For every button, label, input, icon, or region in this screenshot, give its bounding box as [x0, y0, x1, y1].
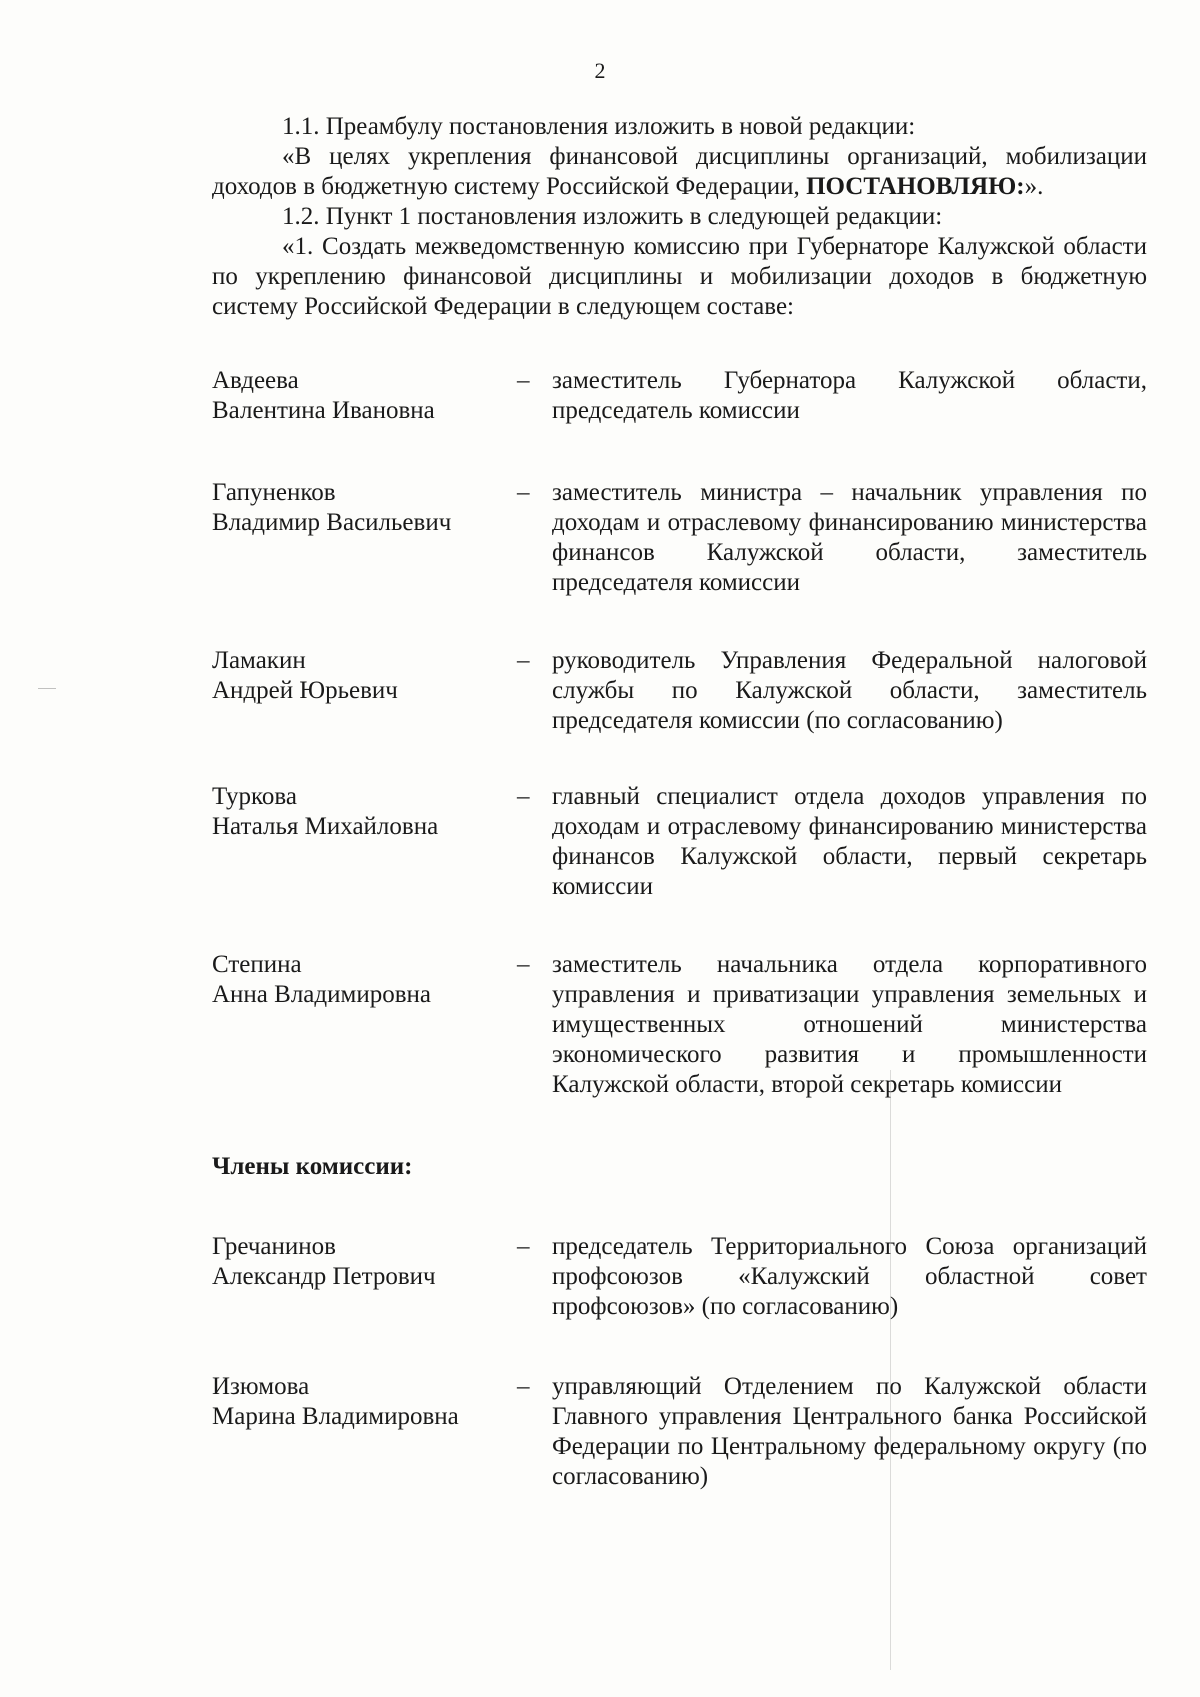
scan-artifact-dash — [38, 688, 56, 689]
dash-separator: – — [517, 783, 530, 810]
paragraph-1-1 — [212, 112, 1147, 142]
member-surname: Гапуненков — [212, 479, 336, 506]
member-surname: Туркова — [212, 783, 297, 810]
commission-member — [212, 646, 1147, 736]
member-surname: Степина — [212, 951, 302, 978]
member-name — [212, 950, 517, 1100]
commission-member — [212, 478, 1147, 598]
dash-separator: – — [517, 1233, 530, 1260]
page-number: 2 — [594, 58, 606, 83]
dash-separator: – — [517, 1373, 530, 1400]
member-surname: Гречанинов — [212, 1233, 336, 1260]
member-role: управляющий Отделением по Калужской области Главного управления Центрального банка Российской Федерации по Центральному федеральному округу (по согласованию) — [552, 1373, 1147, 1490]
member-given-names: Марина Владимировна — [212, 1403, 459, 1430]
member-given-names: Наталья Михайловна — [212, 813, 439, 840]
paragraph-text: «В целях укрепления финансовой дисциплины организаций, мобилизации доходов в бюджетную систему Российской Федерации, — [212, 143, 1147, 200]
member-role: заместитель Губернатора Калужской области, председатель комиссии — [552, 367, 1147, 424]
paragraph-point-1 — [212, 232, 1147, 322]
member-role: главный специалист отдела доходов управления по доходам и отраслевому финансированию министерства финансов Калужской области, первый секретарь комиссии — [552, 783, 1147, 900]
member-name — [212, 1232, 517, 1322]
members-heading: Члены комиссии: — [212, 1153, 413, 1180]
dash-separator: – — [517, 479, 530, 506]
decree-keyword: ПОСТАНОВЛЯЮ: — [806, 173, 1025, 200]
paragraph-text: 1.2. Пункт 1 постановления изложить в следующей редакции: — [282, 203, 943, 230]
member-given-names: Владимир Васильевич — [212, 509, 452, 536]
member-surname: Изюмова — [212, 1373, 310, 1400]
paragraph-preamble — [212, 142, 1147, 202]
dash-separator: – — [517, 951, 530, 978]
dash-separator: – — [517, 647, 530, 674]
member-role: заместитель министра – начальник управления по доходам и отраслевому финансированию министерства финансов Калужской области, заместитель председателя комиссии — [552, 479, 1147, 596]
member-given-names: Александр Петрович — [212, 1263, 436, 1290]
scan-artifact-line — [890, 1070, 891, 1670]
commission-member — [212, 366, 1147, 426]
member-given-names: Анна Владимировна — [212, 981, 431, 1008]
commission-member — [212, 1372, 1147, 1492]
dash-separator: – — [517, 367, 530, 394]
member-name — [212, 478, 517, 598]
paragraph-text: 1.1. Преамбулу постановления изложить в новой редакции: — [282, 113, 916, 140]
member-surname: Ламакин — [212, 647, 306, 674]
member-role: заместитель начальника отдела корпоративного управления и приватизации управления земельных и имущественных отношений министерства экономического развития и промышленности Калужской области, второй секретарь комиссии — [552, 951, 1147, 1098]
paragraph-text: «1. Создать межведомственную комиссию при Губернаторе Калужской области по укреплению финансовой дисциплины и мобилизации доходов в бюджетную систему Российской Федерации в следующем составе: — [212, 233, 1147, 320]
member-role: председатель Территориального Союза организаций профсоюзов «Калужский областной совет профсоюзов» (по согласованию) — [552, 1233, 1147, 1320]
member-surname: Авдеева — [212, 367, 299, 394]
member-name — [212, 1372, 517, 1492]
member-name — [212, 646, 517, 736]
member-role: руководитель Управления Федеральной налоговой службы по Калужской области, заместитель председателя комиссии (по согласованию) — [552, 647, 1147, 734]
member-given-names: Валентина Ивановна — [212, 397, 435, 424]
commission-member — [212, 1232, 1147, 1322]
paragraph-tail: ». — [1024, 173, 1044, 200]
paragraph-1-2 — [212, 202, 1147, 232]
commission-member — [212, 950, 1147, 1100]
commission-composition — [212, 366, 1147, 1492]
commission-member — [212, 782, 1147, 902]
member-name — [212, 366, 517, 426]
member-name — [212, 782, 517, 902]
amendment-text — [212, 112, 1147, 322]
member-given-names: Андрей Юрьевич — [212, 677, 398, 704]
